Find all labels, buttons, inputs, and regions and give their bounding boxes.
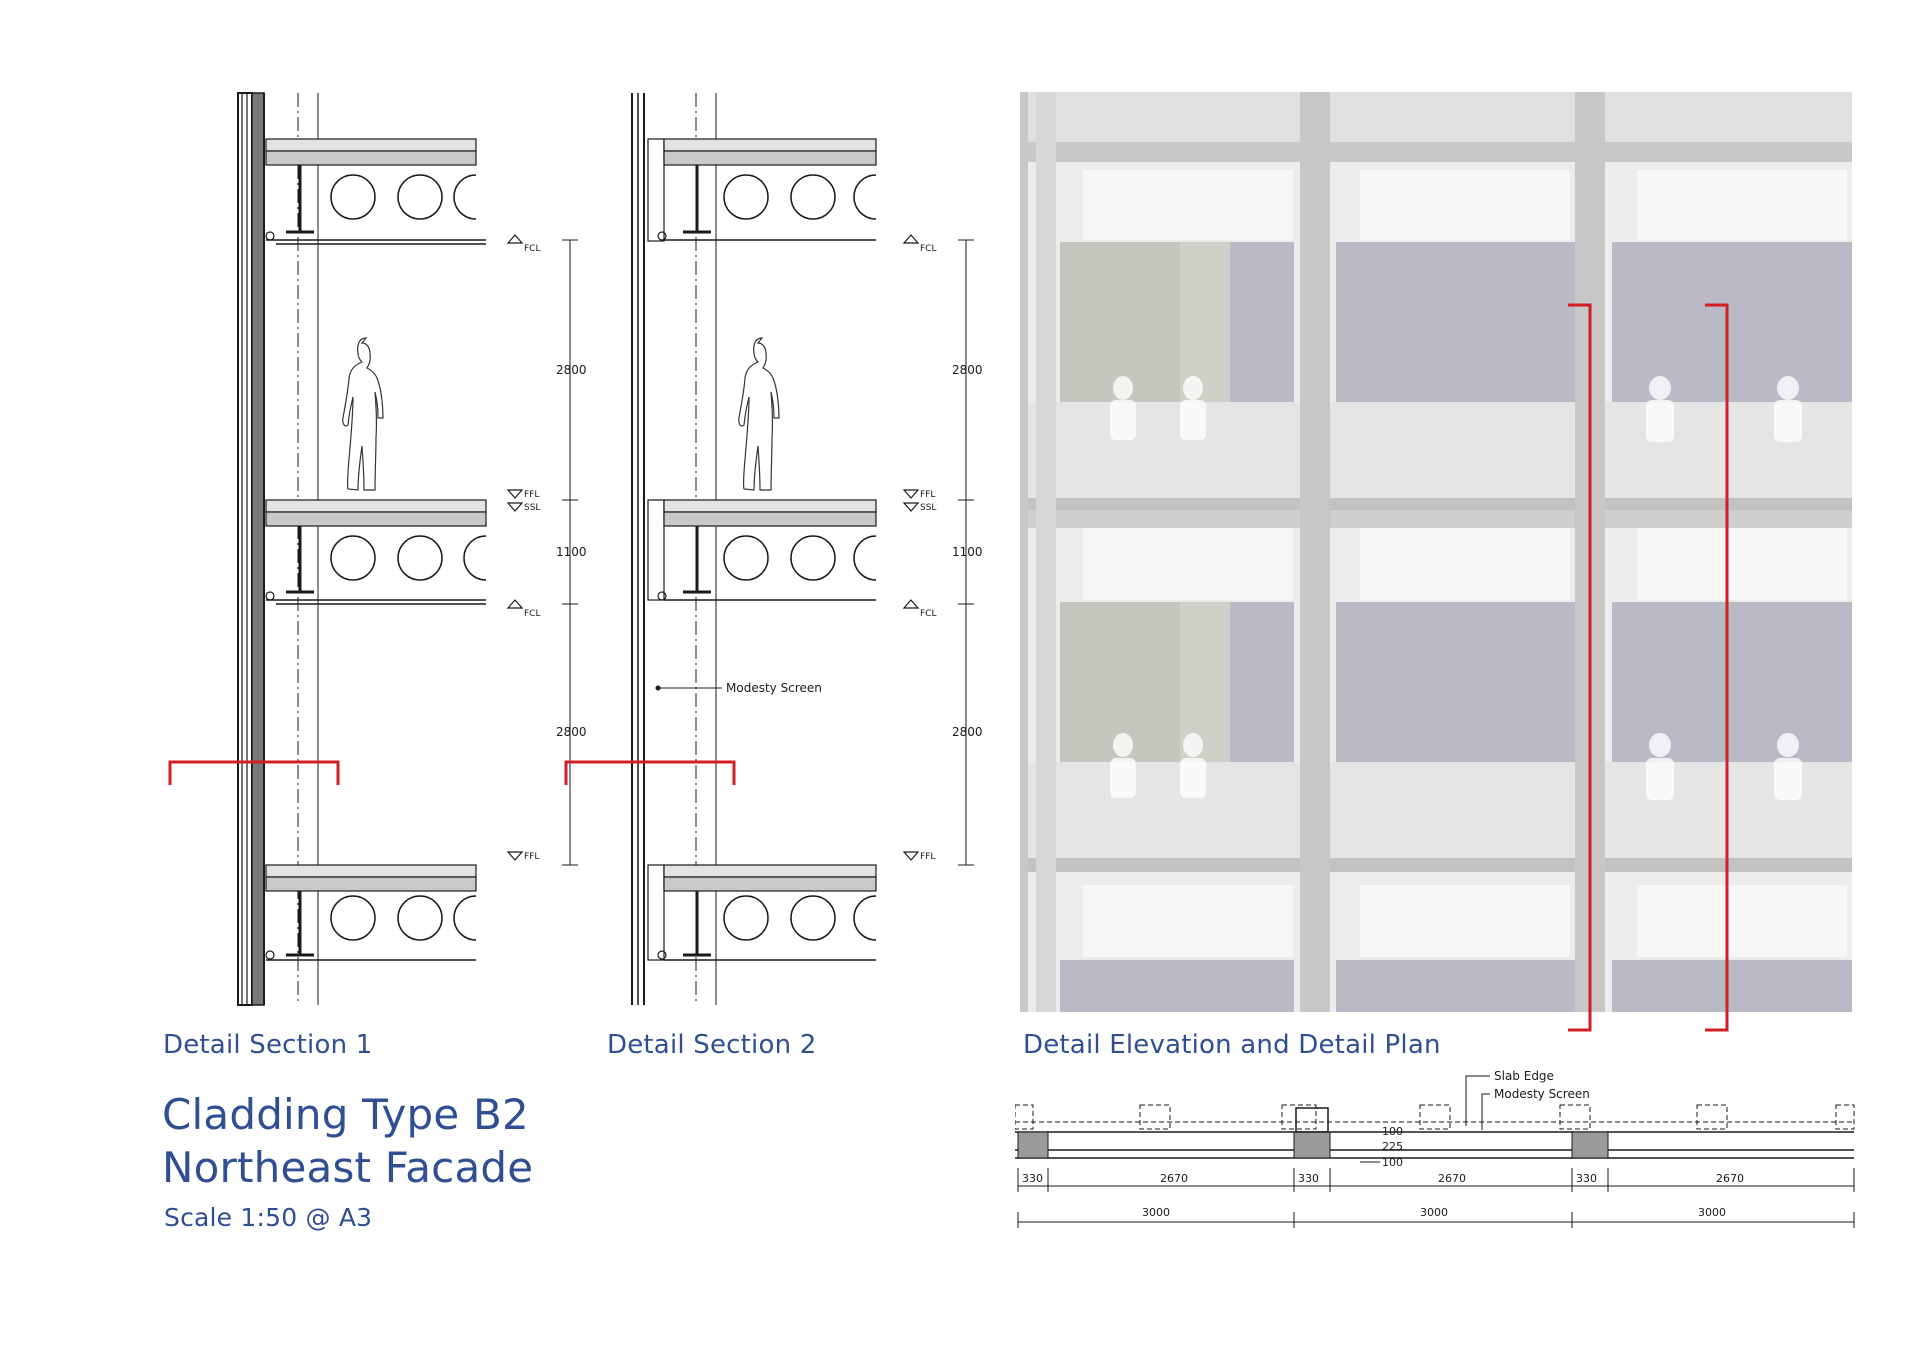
svg-text:SSL: SSL xyxy=(524,503,541,513)
glazing-wall xyxy=(632,93,644,1005)
detail-elevation xyxy=(1015,90,1855,1040)
svg-text:2670: 2670 xyxy=(1716,1172,1744,1185)
plan-wall xyxy=(1015,1108,1854,1158)
detail-plan xyxy=(1015,1060,1860,1240)
svg-text:3000: 3000 xyxy=(1698,1206,1726,1219)
section-cut-mark xyxy=(566,762,734,785)
detail-section-2 xyxy=(550,85,1010,1015)
svg-text:3000: 3000 xyxy=(1420,1206,1448,1219)
slab-1 xyxy=(266,139,486,244)
svg-text:2800: 2800 xyxy=(952,725,983,739)
svg-text:FCL: FCL xyxy=(524,244,541,254)
svg-text:FCL: FCL xyxy=(920,609,937,619)
svg-text:FCL: FCL xyxy=(524,609,541,619)
drawing-title-line-1: Cladding Type B2 xyxy=(162,1090,529,1139)
svg-text:1100: 1100 xyxy=(952,545,983,559)
svg-text:FFL: FFL xyxy=(524,852,540,862)
cladding-wall xyxy=(238,93,264,1005)
svg-text:Modesty Screen: Modesty Screen xyxy=(1494,1087,1590,1101)
plan-layer-dims xyxy=(1360,1125,1403,1169)
caption-detail-section-2: Detail Section 2 xyxy=(607,1030,817,1060)
plan-callouts xyxy=(1466,1069,1590,1130)
svg-text:100: 100 xyxy=(1382,1156,1403,1169)
person-outline xyxy=(343,338,383,490)
svg-text:FCL: FCL xyxy=(920,244,937,254)
plan-bay-dims xyxy=(1018,1168,1854,1192)
svg-text:330: 330 xyxy=(1022,1172,1043,1185)
plan-columns xyxy=(1015,1105,1854,1129)
svg-text:2670: 2670 xyxy=(1438,1172,1466,1185)
svg-text:3000: 3000 xyxy=(1142,1206,1170,1219)
svg-text:2800: 2800 xyxy=(556,363,587,377)
svg-text:100: 100 xyxy=(1382,1125,1403,1138)
svg-text:FFL: FFL xyxy=(920,490,936,500)
svg-text:330: 330 xyxy=(1576,1172,1597,1185)
svg-text:FFL: FFL xyxy=(524,490,540,500)
svg-text:FFL: FFL xyxy=(920,852,936,862)
section-2-levels xyxy=(904,235,983,865)
caption-detail-elevation-plan: Detail Elevation and Detail Plan xyxy=(1023,1030,1441,1060)
drawing-title-line-2: Northeast Facade xyxy=(162,1143,534,1192)
slab-2 xyxy=(266,500,486,604)
caption-detail-section-1: Detail Section 1 xyxy=(163,1030,373,1060)
svg-text:225: 225 xyxy=(1382,1140,1403,1153)
slab-3 xyxy=(648,865,876,960)
svg-text:2670: 2670 xyxy=(1160,1172,1188,1185)
detail-section-1 xyxy=(150,85,610,1015)
person-outline xyxy=(739,338,779,490)
svg-text:2800: 2800 xyxy=(952,363,983,377)
plan-module-dims xyxy=(1018,1206,1854,1228)
slab-2 xyxy=(648,500,876,600)
svg-text:1100: 1100 xyxy=(556,545,587,559)
svg-text:2800: 2800 xyxy=(556,725,587,739)
svg-text:330: 330 xyxy=(1298,1172,1319,1185)
slab-1 xyxy=(648,139,876,241)
svg-text:SSL: SSL xyxy=(920,503,937,513)
modesty-screen-callout xyxy=(656,681,822,695)
drawing-scale: Scale 1:50 @ A3 xyxy=(164,1203,373,1232)
svg-text:Slab Edge: Slab Edge xyxy=(1494,1069,1554,1083)
svg-text:Modesty Screen: Modesty Screen xyxy=(726,681,822,695)
